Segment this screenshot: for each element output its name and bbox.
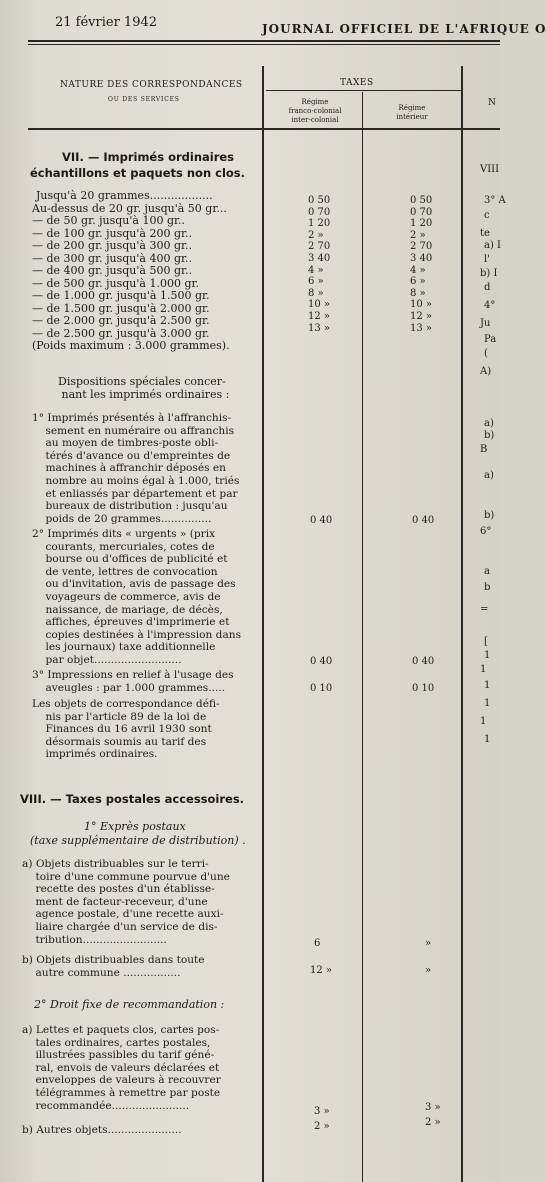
rate-row-interieur-value: 8 » — [410, 288, 426, 299]
column-rule-1 — [262, 66, 264, 1182]
rate-row-franco-value: 1 20 — [308, 218, 331, 229]
right-margin-fragment: 1 — [484, 734, 491, 745]
item-1-franco-value: 0 40 — [310, 515, 333, 526]
rate-row-label: — de 50 gr. jusqu'à 100 gr.. — [32, 214, 186, 227]
dispositions-heading: Dispositions spéciales concer- nant les imprimés ordinaires : — [58, 375, 230, 401]
rate-row-franco-value: 3 40 — [308, 253, 331, 264]
right-margin-fragment: 1 — [484, 680, 491, 691]
column-header-rule — [28, 128, 500, 130]
rate-row-label: — de 2.500 gr. jusqu'à 3.000 gr. — [32, 327, 210, 340]
rate-row-label: — de 200 gr. jusqu'à 300 gr.. — [32, 239, 193, 252]
item-1-text: 1° Imprimés présentés à l'affranchis- sement en numéraire ou affranchis au moyen de timbres-poste obli- térés d'avance ou d'empreintes de machines à affranchir déposés en nombre au moins égal à 1.000, triés et enliassés par département et par bureaux de distribution : jusqu'au poids de 20 grammes............... — [32, 412, 240, 525]
rate-row-franco-value: 13 » — [308, 323, 331, 334]
right-margin-fragment: b — [484, 582, 491, 593]
right-margin-fragment: d — [484, 282, 491, 293]
section-7-title-line2: échantillons et paquets non clos. — [30, 166, 246, 180]
expres-b-interieur-value: » — [425, 965, 432, 976]
item-2-franco-value: 0 40 — [310, 656, 333, 667]
recommandation-a-text: a) Lettes et paquets clos, cartes pos- tales ordinaires, cartes postales, illustrées passibles du tarif géné- ral, envois de valeurs déclarées et enveloppes de valeurs à recouvrer télégrammes à remettre par poste recommandée....................... — [22, 1024, 221, 1112]
rate-row-interieur-value: 0 70 — [410, 207, 433, 218]
next-column-letter: N — [488, 98, 496, 108]
rate-row-label: — de 300 gr. jusqu'à 400 gr.. — [32, 252, 193, 265]
rate-row-franco-value: 0 70 — [308, 207, 331, 218]
recommandation-b-interieur-value: 2 » — [425, 1117, 441, 1128]
rate-row-franco-value: 10 » — [308, 299, 331, 310]
rate-row-interieur-value: 2 » — [410, 230, 426, 241]
item-3-text: 3° Impressions en relief à l'usage des aveugles : par 1.000 grammes..... — [32, 669, 234, 694]
item-2-text: 2° Imprimés dits « urgents » (prix courants, mercuriales, cotes de bourse ou d'offices de publicité et de vente, lettres de convocation ou d'invitation, avis de passage des voyageurs de commerce, avis de naissance, de mariage, de décès, affiches, épreuves d'imprimerie et copies destinées à l'impression dans les journaux) taxe additionnelle par objet.......................... — [32, 528, 242, 666]
item-2-interieur-value: 0 40 — [412, 656, 435, 667]
column-rule-3 — [461, 66, 463, 1182]
right-margin-fragment: A) — [480, 366, 492, 377]
expres-subtitle: (taxe supplémentaire de distribution) . — [30, 834, 246, 847]
rate-row-label: (Poids maximum : 3.000 grammes). — [32, 339, 230, 352]
right-margin-fragment: VIII — [480, 164, 500, 175]
rate-row-franco-value: 4 » — [308, 265, 324, 276]
rate-row-interieur-value: 3 40 — [410, 253, 433, 264]
column-regime-interieur: Régime intérieur — [396, 104, 428, 121]
rate-row-franco-value: 12 » — [308, 311, 331, 322]
right-margin-fragment: B — [480, 444, 488, 455]
right-margin-fragment: l' — [484, 254, 490, 265]
rate-row-label: Au-dessus de 20 gr. jusqu'à 50 gr... — [32, 202, 227, 215]
item-1-interieur-value: 0 40 — [412, 515, 435, 526]
right-margin-fragment: a) I — [484, 240, 501, 251]
rate-row-interieur-value: 1 20 — [410, 218, 433, 229]
right-margin-fragment: = — [480, 604, 489, 615]
expres-title: 1° Exprès postaux — [84, 820, 186, 833]
section-8-title: VIII. — Taxes postales accessoires. — [20, 792, 245, 806]
recommandation-b-franco-value: 2 » — [314, 1121, 330, 1132]
right-margin-fragment: 4° — [484, 300, 496, 311]
rate-row-franco-value: 2 » — [308, 230, 324, 241]
section-7-note: Les objets de correspondance défi- nis par l'article 89 de la loi de Finances du 16 avril 1930 sont désormais soumis au tarif des imprimés ordinaires. — [32, 698, 220, 761]
right-margin-fragment: 1 — [484, 698, 491, 709]
right-margin-fragment: a) — [484, 470, 494, 481]
right-margin-fragment: 1 — [484, 650, 491, 661]
rate-row-interieur-value: 13 » — [410, 323, 433, 334]
column-rule-2 — [362, 92, 363, 1182]
right-margin-fragment: te — [480, 228, 490, 239]
rate-row-franco-value: 2 70 — [308, 241, 331, 252]
rate-row-label: — de 1.500 gr. jusqu'à 2.000 gr. — [32, 302, 210, 315]
rate-row-interieur-value: 10 » — [410, 299, 433, 310]
rate-row-label: — de 1.000 gr. jusqu'à 1.500 gr. — [32, 289, 210, 302]
right-margin-fragment: 1 — [480, 664, 487, 675]
section-7-title-line1: VII. — Imprimés ordinaires — [62, 150, 235, 164]
header-journal-title: JOURNAL OFFICIEL DE L'AFRIQUE O — [262, 22, 546, 36]
column-regime-franco: Régime franco-colonial inter-colonial — [288, 98, 342, 124]
rate-row-label: — de 500 gr. jusqu'à 1.000 gr. — [32, 277, 200, 290]
expres-a-franco-value: 6 — [314, 938, 321, 949]
item-3-interieur-value: 0 10 — [412, 683, 435, 694]
right-margin-fragment: [ — [484, 636, 488, 647]
rate-row-interieur-value: 6 » — [410, 276, 426, 287]
recommandation-b-text: b) Autres objets...................... — [22, 1124, 182, 1136]
taxes-rule — [266, 90, 461, 91]
rate-row-interieur-value: 0 50 — [410, 195, 433, 206]
right-margin-fragment: 6° — [480, 526, 492, 537]
right-margin-fragment: Pa — [484, 334, 497, 345]
right-margin-fragment: c — [484, 210, 490, 221]
right-margin-fragment: Ju — [480, 318, 491, 329]
rate-row-franco-value: 0 50 — [308, 195, 331, 206]
header-date: 21 février 1942 — [55, 15, 158, 30]
expres-a-text: a) Objets distribuables sur le terri- toire d'une commune pourvue d'une recette des postes d'un établisse- ment de facteur-receveur, d'une agence postale, d'une recette auxi- liaire chargée d'un service de dis- tribution......................... — [22, 858, 230, 946]
header-rule — [28, 40, 500, 42]
right-margin-fragment: b) I — [480, 268, 498, 279]
recommandation-a-interieur-value: 3 » — [425, 1102, 441, 1113]
right-margin-fragment: ( — [484, 348, 488, 359]
right-margin-fragment: 3° A — [484, 195, 506, 206]
expres-a-interieur-value: » — [425, 938, 432, 949]
rate-row-label: — de 400 gr. jusqu'à 500 gr.. — [32, 264, 193, 277]
recommandation-a-franco-value: 3 » — [314, 1106, 330, 1117]
recommandation-title: 2° Droit fixe de recommandation : — [34, 998, 225, 1011]
expres-b-text: b) Objets distribuables dans toute autre commune ................. — [22, 954, 205, 979]
right-margin-fragment: a — [484, 566, 490, 577]
rate-row-franco-value: 8 » — [308, 288, 324, 299]
column-title-taxes: TAXES — [340, 78, 374, 88]
right-margin-fragment: b) — [484, 430, 495, 441]
column-title-nature: NATURE DES CORRESPONDANCES — [60, 80, 243, 90]
right-margin-fragment: b) — [484, 510, 495, 521]
item-3-franco-value: 0 10 — [310, 683, 333, 694]
rate-row-interieur-value: 12 » — [410, 311, 433, 322]
rate-row-label: — de 100 gr. jusqu'à 200 gr.. — [32, 227, 193, 240]
expres-b-franco-value: 12 » — [310, 965, 333, 976]
rate-row-franco-value: 6 » — [308, 276, 324, 287]
header-rule-thin — [28, 44, 500, 45]
rate-row-label: Jusqu'à 20 grammes.................. — [36, 189, 213, 202]
rate-row-interieur-value: 2 70 — [410, 241, 433, 252]
column-subtitle-nature: OU DES SERVICES — [108, 96, 180, 103]
rate-row-interieur-value: 4 » — [410, 265, 426, 276]
right-margin-fragment: 1 — [480, 716, 487, 727]
right-margin-fragment: a) — [484, 418, 494, 429]
rate-row-label: — de 2.000 gr. jusqu'à 2.500 gr. — [32, 314, 210, 327]
